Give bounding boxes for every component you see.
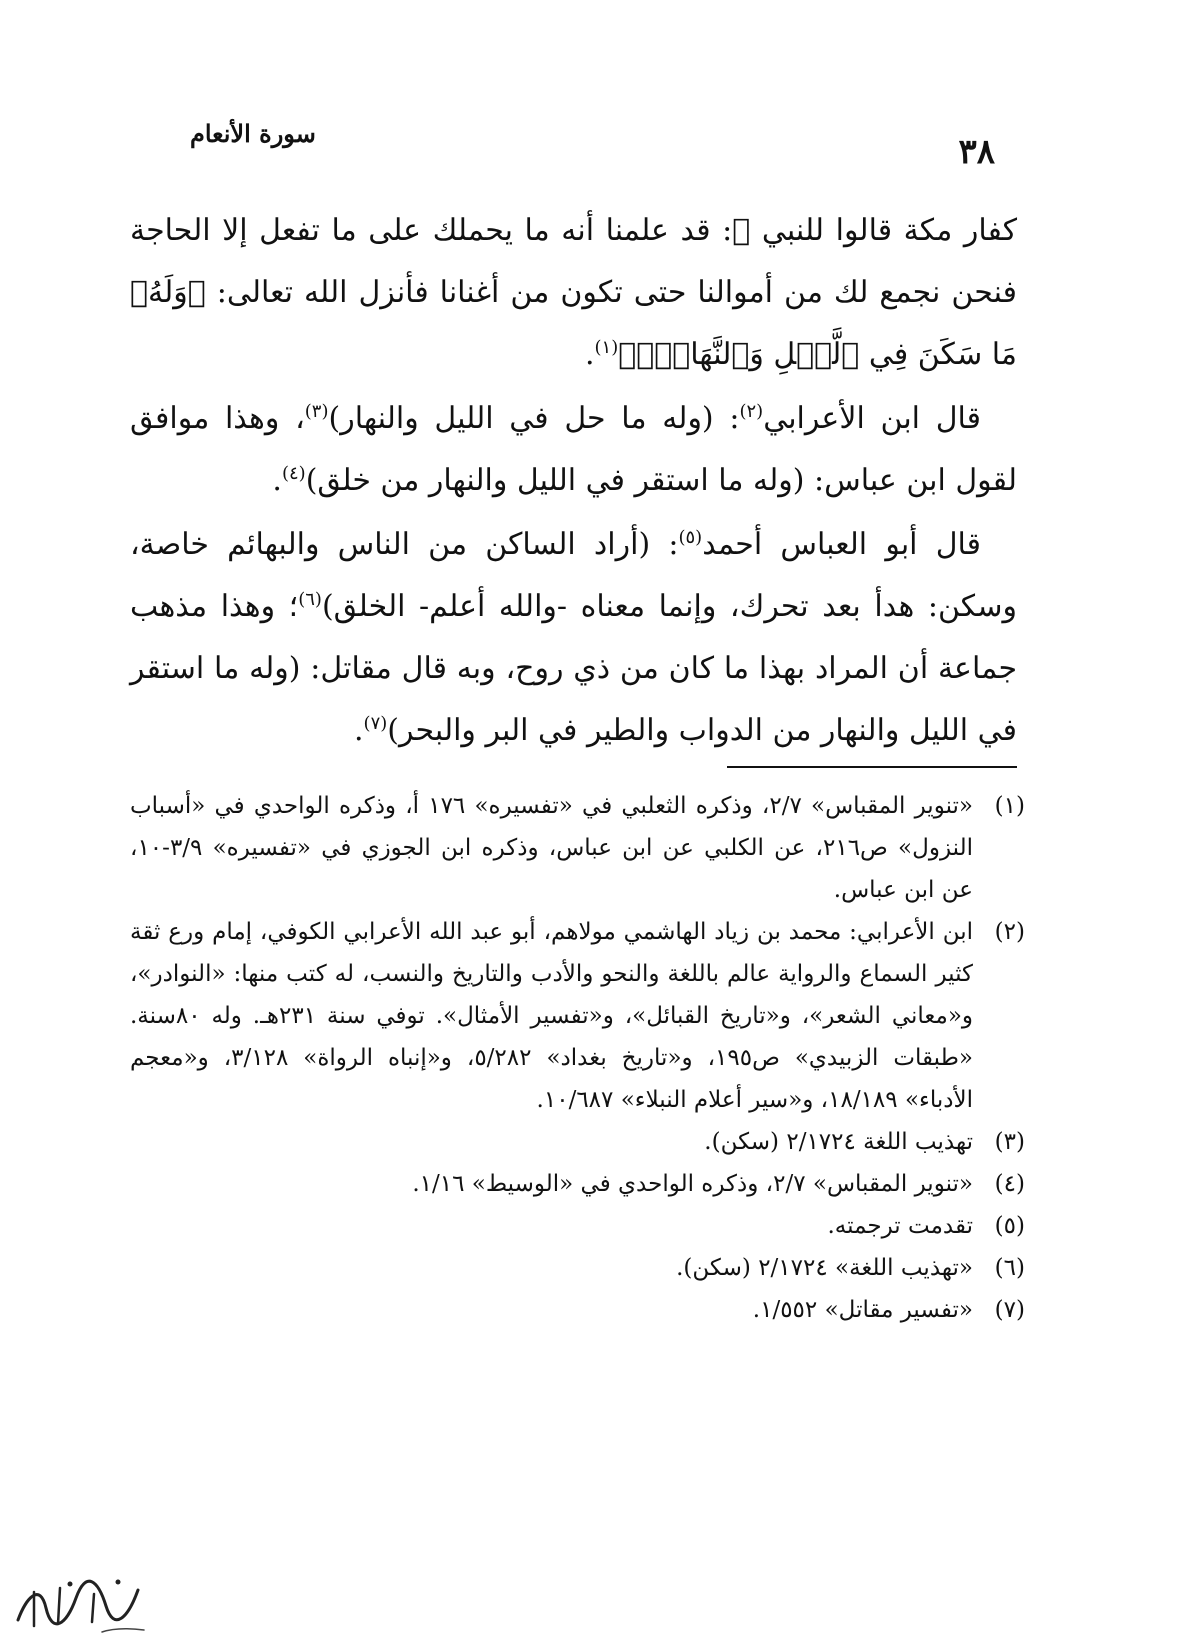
- paragraph-3-text-a: قال أبو العباس أحمد: [702, 527, 982, 562]
- footnote-number: (٥): [994, 1213, 1025, 1239]
- footnote-item: [130, 1289, 1025, 1331]
- paragraph-2-text-a: قال ابن الأعرابي: [763, 401, 981, 436]
- footnote-ref-6[interactable]: (٦): [298, 589, 322, 610]
- footnote-text: تقدمت ترجمته.: [827, 1213, 973, 1239]
- paragraph-3-text-c: ؛ وهذا مذهب جماعة أن المراد بهذا ما كان من ذي روح، وبه قال مقاتل: (وله ما استقر في الليل والنهار من الدواب والطير في البر والبحر): [130, 589, 1017, 748]
- footnote-ref-3[interactable]: (٣): [304, 401, 329, 422]
- calligraphy-watermark-logo: [6, 1568, 156, 1638]
- footnote-text: «تنوير المقباس» ٢/٧، وذكره الثعلبي في «تفسيره» ١٧٦ أ، وذكره الواحدي في «أسباب النزول» ص٢١٦، عن الكلبي عن ابن عباس، وذكره ابن الجوزي في «تفسيره» ٣/٩-١٠، عن ابن عباس.: [130, 793, 974, 903]
- paragraph-2-end: .: [272, 463, 282, 498]
- paragraph-3-end: .: [353, 713, 364, 748]
- footnote-ref-4[interactable]: (٤): [281, 463, 306, 484]
- quran-verse: ﴿وَلَهُۥ مَا سَكَنَ فِي ٱلَّيۡلِ وَٱلنَّهَارِۚ﴾: [130, 275, 1017, 372]
- footnote-text: «تهذيب اللغة» ٢/١٧٢٤ (سكن).: [676, 1255, 973, 1281]
- footnote-number: (٣): [994, 1129, 1025, 1155]
- paragraph-1-end: .: [584, 337, 595, 372]
- footnote-item: [130, 785, 1025, 911]
- main-text: [130, 200, 1017, 762]
- footnote-text: تهذيب اللغة ٢/١٧٢٤ (سكن).: [704, 1129, 973, 1155]
- footnote-item: [130, 1163, 1025, 1205]
- footnote-ref-7[interactable]: (٧): [363, 713, 388, 734]
- footnote-ref-5[interactable]: (٥): [678, 527, 703, 548]
- paragraph-1-text: كفار مكة قالوا للنبي ﷺ: قد علمنا أنه ما يحملك على ما تفعل إلا الحاجة فنحن نجمع لك من أموالنا حتى تكون من أغنانا فأنزل الله تعالى:: [130, 213, 1017, 310]
- footnote-number: (٤): [994, 1171, 1025, 1197]
- footnote-item: [130, 1247, 1025, 1289]
- footnote-number: (١): [994, 793, 1025, 819]
- paragraph-2-text-c: ، وهذا موافق لقول ابن عباس: (وله ما استقر في الليل والنهار من خلق): [130, 401, 1017, 498]
- footnote-text: «تفسير مقاتل» ١/٥٥٢.: [752, 1297, 973, 1323]
- footnote-item: [130, 911, 1025, 1121]
- page-number: ٣٨: [958, 132, 995, 172]
- paragraph-3-text-b: : (أراد الساكن من الناس والبهائم خاصة، وسكن: هدأ بعد تحرك، وإنما معناه -والله أعلم- الخلق): [130, 527, 1017, 624]
- paragraph-2-text-b: : (وله ما حل في الليل والنهار): [328, 401, 740, 436]
- paragraph-2: [130, 388, 1017, 512]
- footnote-text: «تنوير المقباس» ٢/٧، وذكره الواحدي في «الوسيط» ١/١٦.: [412, 1171, 973, 1197]
- paragraph-3: [130, 514, 1017, 762]
- paragraph-1: [130, 200, 1017, 386]
- footnote-number: (٧): [994, 1297, 1025, 1323]
- footnote-ref-2[interactable]: (٢): [739, 401, 764, 422]
- footnote-item: [130, 1121, 1025, 1163]
- footnote-number: (٢): [994, 919, 1025, 945]
- footnote-number: (٦): [994, 1255, 1025, 1281]
- footnote-text: ابن الأعرابي: محمد بن زياد الهاشمي مولاهم، أبو عبد الله الأعرابي الكوفي، إمام ورع ثقة كثير السماع والرواية عالم باللغة والنحو والأدب والتاريخ والنسب، له كتب منها: «النوادر»، و«معاني الشعر»، و«تاريخ القبائل»، و«تفسير الأمثال». توفي سنة ٢٣١هـ. وله ٨٠سنة. «طبقات الزبيدي» ص١٩٥، و«تاريخ بغداد» ٥/٢٨٢، و«إنباه الرواة» ٣/١٢٨، و«معجم الأدباء» ١٨/١٨٩، و«سير أعلام النبلاء» ١٠/٦٨٧.: [130, 919, 973, 1113]
- footnotes: [130, 785, 1025, 1331]
- surah-title: سورة الأنعام: [190, 119, 316, 148]
- footnote-item: [130, 1205, 1025, 1247]
- footnote-ref-1[interactable]: (١): [594, 337, 619, 358]
- footnote-divider: [727, 766, 1017, 768]
- running-header: [130, 118, 995, 172]
